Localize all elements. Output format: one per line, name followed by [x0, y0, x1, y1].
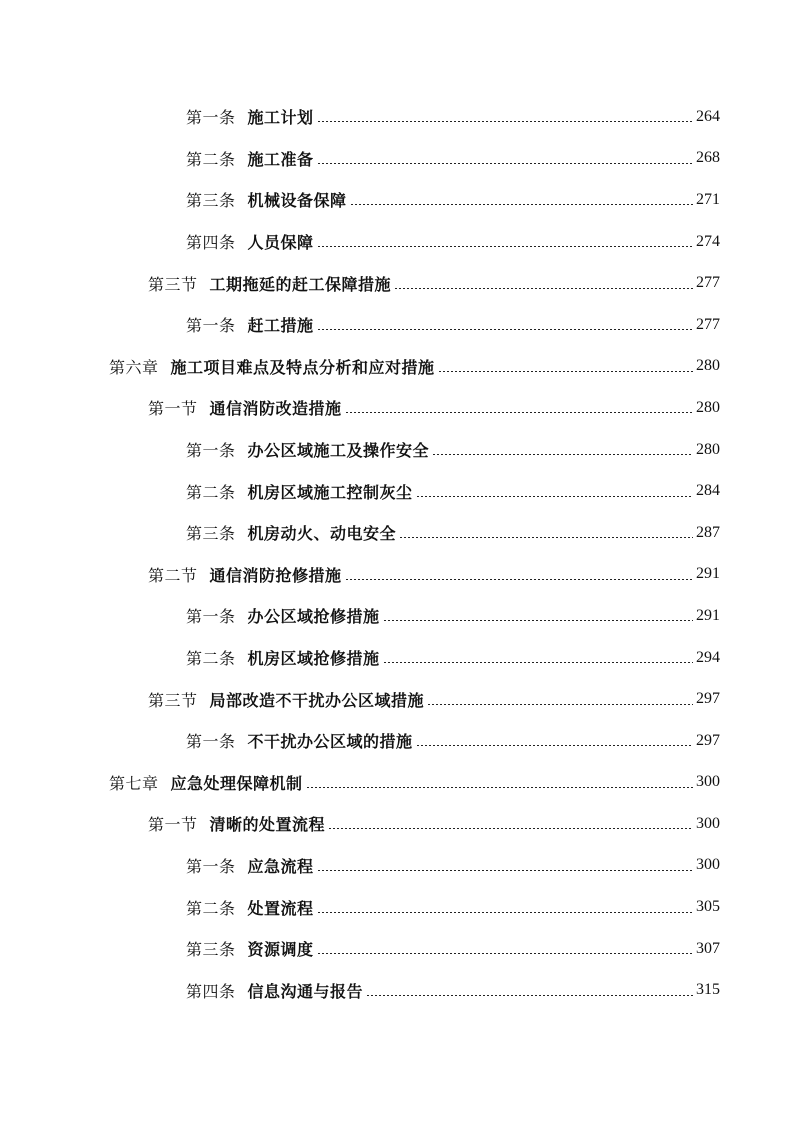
dot-leader — [394, 288, 693, 289]
toc-entry-title: 不干扰办公区域的措施 — [247, 732, 413, 752]
toc-entry-title: 人员保障 — [247, 233, 314, 253]
toc-entry-page-number: 300 — [696, 856, 720, 874]
toc-entry-title: 应急处理保障机制 — [170, 773, 303, 793]
toc-entry-number: 第三条 — [186, 524, 236, 544]
toc-entry-number: 第一条 — [186, 316, 236, 336]
toc-entry-page-number: 280 — [696, 440, 720, 458]
toc-entry-number: 第四条 — [186, 981, 236, 1001]
dot-leader — [317, 246, 693, 247]
toc-entry-page-number: 268 — [696, 149, 720, 167]
toc-entry-page-number: 297 — [696, 690, 720, 708]
toc-entry-page-number: 280 — [696, 357, 720, 375]
toc-entry-number: 第一条 — [186, 607, 236, 627]
toc-entry-number: 第一条 — [186, 108, 236, 128]
toc-entry-page-number: 284 — [696, 482, 720, 500]
toc-entry-number: 第三条 — [186, 191, 236, 211]
toc-entry-number: 第四条 — [186, 233, 236, 253]
toc-entry[interactable] — [0, 678, 793, 720]
toc-entry-number: 第一节 — [148, 399, 198, 419]
toc-entry-number: 第二节 — [148, 565, 198, 585]
toc-entry-page-number: 277 — [696, 274, 720, 292]
toc-entry-page-number: 307 — [696, 939, 720, 957]
toc-entry[interactable] — [0, 470, 793, 512]
dot-leader — [317, 163, 693, 164]
toc-entry-number: 第六章 — [109, 357, 159, 377]
dot-leader — [350, 204, 693, 205]
dot-leader — [416, 745, 693, 746]
toc-entry-number: 第二条 — [186, 898, 236, 918]
toc-entry-title: 机房区域抢修措施 — [247, 649, 380, 669]
toc-entry-page-number: 300 — [696, 814, 720, 832]
dot-leader — [416, 496, 693, 497]
toc-entry-number: 第一条 — [186, 856, 236, 876]
toc-entry-title: 处置流程 — [247, 898, 314, 918]
dot-leader — [366, 995, 693, 996]
toc-entry-title: 施工计划 — [247, 108, 314, 128]
toc-entry-number: 第七章 — [109, 773, 159, 793]
toc-entry[interactable] — [0, 762, 793, 804]
table-of-contents — [0, 96, 793, 1011]
toc-entry-title: 办公区域施工及操作安全 — [247, 441, 430, 461]
dot-leader — [383, 662, 693, 663]
toc-entry-number: 第二条 — [186, 482, 236, 502]
dot-leader — [328, 828, 693, 829]
toc-entry[interactable] — [0, 221, 793, 263]
toc-entry-number: 第三节 — [148, 274, 198, 294]
dot-leader — [317, 870, 693, 871]
toc-entry[interactable] — [0, 928, 793, 970]
toc-entry-page-number: 297 — [696, 731, 720, 749]
dot-leader — [317, 953, 693, 954]
toc-entry[interactable] — [0, 803, 793, 845]
toc-entry[interactable] — [0, 845, 793, 887]
toc-entry-page-number: 294 — [696, 648, 720, 666]
dot-leader — [427, 704, 693, 705]
toc-entry-title: 机房区域施工控制灰尘 — [247, 482, 413, 502]
dot-leader — [317, 121, 693, 122]
toc-entry-title: 机械设备保障 — [247, 191, 347, 211]
toc-entry[interactable] — [0, 969, 793, 1011]
toc-entry-number: 第一条 — [186, 441, 236, 461]
toc-entry-page-number: 264 — [696, 107, 720, 125]
toc-entry[interactable] — [0, 720, 793, 762]
toc-entry-title: 赶工措施 — [247, 316, 314, 336]
toc-entry-page-number: 274 — [696, 232, 720, 250]
dot-leader — [306, 787, 693, 788]
toc-entry[interactable] — [0, 387, 793, 429]
toc-entry-number: 第二条 — [186, 649, 236, 669]
toc-entry-number: 第三节 — [148, 690, 198, 710]
toc-entry[interactable] — [0, 304, 793, 346]
toc-entry-title: 通信消防改造措施 — [209, 399, 342, 419]
toc-entry[interactable] — [0, 886, 793, 928]
toc-entry-page-number: 315 — [696, 981, 720, 999]
toc-entry-title: 机房动火、动电安全 — [247, 524, 397, 544]
toc-entry-title: 通信消防抢修措施 — [209, 565, 342, 585]
toc-entry[interactable] — [0, 554, 793, 596]
toc-entry-number: 第一节 — [148, 815, 198, 835]
toc-entry[interactable] — [0, 637, 793, 679]
toc-entry[interactable] — [0, 262, 793, 304]
toc-entry-title: 工期拖延的赶工保障措施 — [209, 274, 392, 294]
toc-entry-page-number: 287 — [696, 523, 720, 541]
toc-entry[interactable] — [0, 96, 793, 138]
toc-entry-page-number: 280 — [696, 398, 720, 416]
toc-entry-title: 应急流程 — [247, 856, 314, 876]
toc-entry-title: 办公区域抢修措施 — [247, 607, 380, 627]
dot-leader — [399, 537, 693, 538]
toc-entry-number: 第三条 — [186, 940, 236, 960]
dot-leader — [317, 912, 693, 913]
dot-leader — [432, 454, 693, 455]
toc-entry[interactable] — [0, 512, 793, 554]
dot-leader — [317, 329, 693, 330]
toc-entry-page-number: 305 — [696, 898, 720, 916]
toc-entry-title: 信息沟通与报告 — [247, 981, 364, 1001]
toc-entry-title: 施工准备 — [247, 149, 314, 169]
toc-entry[interactable] — [0, 346, 793, 388]
toc-entry-page-number: 277 — [696, 315, 720, 333]
toc-entry-number: 第二条 — [186, 149, 236, 169]
toc-entry[interactable] — [0, 429, 793, 471]
toc-entry-number: 第一条 — [186, 732, 236, 752]
toc-entry-title: 清晰的处置流程 — [209, 815, 326, 835]
toc-entry-title: 局部改造不干扰办公区域措施 — [209, 690, 425, 710]
dot-leader — [345, 579, 693, 580]
dot-leader — [383, 620, 693, 621]
toc-entry-page-number: 291 — [696, 606, 720, 624]
toc-entry-page-number: 271 — [696, 190, 720, 208]
toc-entry-title: 施工项目难点及特点分析和应对措施 — [170, 357, 435, 377]
dot-leader — [345, 412, 693, 413]
toc-entry-title: 资源调度 — [247, 940, 314, 960]
toc-entry[interactable] — [0, 179, 793, 221]
toc-entry[interactable] — [0, 138, 793, 180]
toc-entry[interactable] — [0, 595, 793, 637]
dot-leader — [438, 371, 693, 372]
toc-entry-page-number: 291 — [696, 565, 720, 583]
toc-entry-page-number: 300 — [696, 773, 720, 791]
